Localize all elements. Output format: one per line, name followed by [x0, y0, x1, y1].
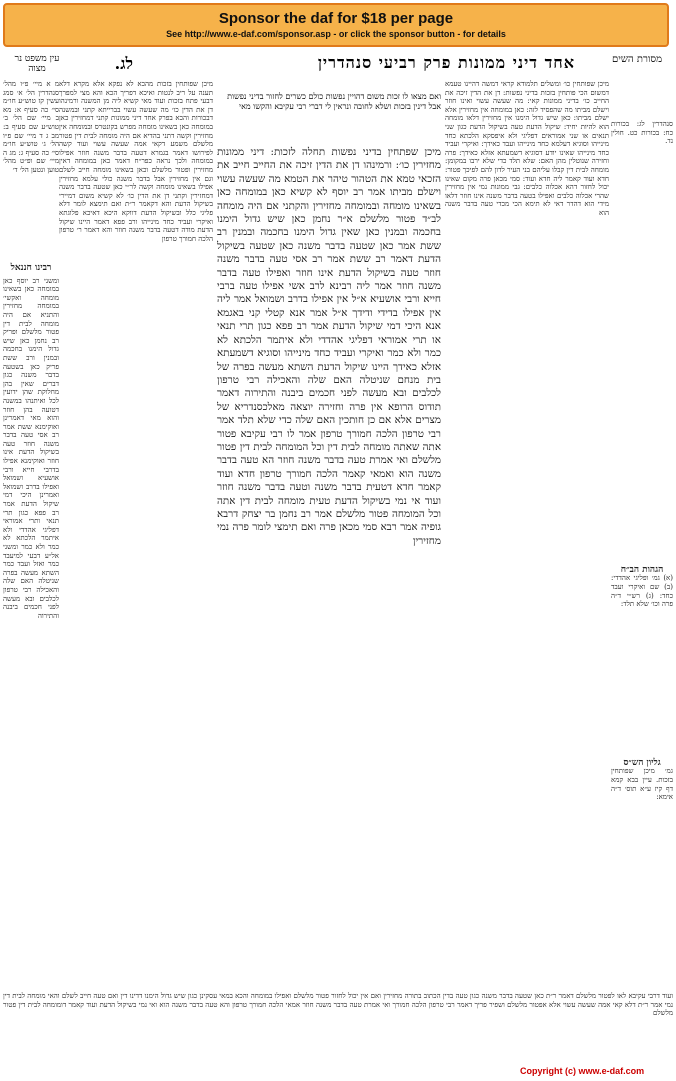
banner-title[interactable]: Sponsor the daf for $18 per page: [218, 10, 454, 27]
tractate-title: אחד דיני ממונות פרק רביעי סנהדרין: [317, 53, 575, 72]
talmud-page: [3, 52, 673, 1060]
masoret-column: [611, 80, 673, 990]
gemara-main-text: מיכן שפתחין בדיני נפשות תחלה לזכות: דיני ממונות מחזירין כו׳: ורמינהו דן את הדין זיכה את החייב חייב את הזכאי טמא את הטהור טיהר את הטמא מה שעשה עשוי וישלם מביתו אמר רב יוסף לא קשיא כאן במומחה כאן בשאינו מומחה ובמומחה מחזירין והקתני אם היה מומחה לב״ד פטור מלשלם א״ר נחמן כאן שיש גדול הימנו בחכמה ובמנין כאן שאין גדול הימנו בחכמה ובמנין רב ששת אמר כאן שטעה בדבר משנה כאן שטעה בשיקול הדעת דאמר רב ששת אמר רב אסי טעה בדבר משנה חוזר טעה בשיקול הדעת אינו חוזר ואפילו טעה בדבר משנה חוזר אמר ליה רבינא לרב אשי אפילו טעה ברבי חייא ורבי אושעיא א״ל אין אפילו בדרב ושמואל אמר ליה אין אפילו בדידי ודידך א״ל אמר אנא קטלי קני באגמא אנא היכי דמי שיקול הדעת אמר רב פפא כגון תרי תנאי או תרי אמוראי דפליגי אהדדי ולא איתמר הלכתא לא כמר ולא כמר ואיקרי ועביד כחד מינייהו וסוגיא דשמעתא אזלא כאידך היינו שיקול הדעת השתא מעשה בפרה של בית מנחם שניטלה האם שלה והאכילה רבי טרפון לכלבים ובא מעשה לפני חכמים ביבנה והתירוה דאמר תודוס הרופא אין פרה וחזירה יוצאה מאלכסנדריא של מצרים אלא אם כן חותכין האם שלה כדי שלא תלד אמר רבי טרפון הלכה חמורך טרפון אמר לו רבי עקיבא פטור אתה שאתה מומחה לבית דין וכל המומחה לבית דין פטור מלשלם ואי אמרת טעה בדבר משנה חוזר הא טעה בדבר משנה הוא ואמאי קאמר הלכה חמורך טרפון חדא ועוד קאמר חדא דטעית בדבר משנה וטעה בדבר משנה חוזר ועוד אי נמי בשיקול הדעת טעית מומחה לבית דין אתה וכל המומחה פטור מלשלם אמר רב נחמן בר יצחק דרבא גופיה אמר רבא סמי מכאן פרה ואם תימצי לומר פרה נמי מחזירין: [217, 146, 441, 547]
copyright-notice[interactable]: Copyright (c) www.e-daf.com: [520, 1066, 645, 1076]
masoret-hashas-label: מסורת השים: [611, 54, 663, 65]
rashi-column: מיכן שפותחין כו׳ ומשלים תלמודא קראי דמשה דהיינו טעמא דמשום הכי פותחין בזכות בדיני נפשות: דן את הדין זיכה את החייב כו׳ בדיני ממונות קאי: מה שעשה עשוי ואינו חוזר וישלם מביתו מה שהפסיד לזה: כאן במומחה אין מחזירין אלא ישלם מביתו: כאן שיש גדול הימנו אין מחזירין דלאו מומחה הוא להיות יחיד: שיקול הדעת טעה בשיקול הדעת כגון שני תנאים או שני אמוראים דפליגי ולא איפסקא הלכתא כחד מינייהו וסוגיא דעלמא כחד מינייהו ועבד כאידך: ואיקרי ועביד כחד מינייהו שאינו יודע דסוגיא דשמעתא אזלא כאידך: פרה וחזירה שנוטלין מהן האם: שלא תלד כדי שלא ירבו במקומן: מומחה לבית דין קבלו עליהם בני העיר לדון להם לפיכך פטור: חדא ועוד קאמר ליה חדא ועוד: סמי מכאן פרה מקום שאינו יכול לחזור דהא אכלוה כלבים: גבי ממונות נמי אין מחזירין שהרי אכלוה כלבים ואפילו בטעה בדבר משנה אינו חוזר דלאו מידי הוא דהדר דאי לא תימא הכי מכדי טעה בדבר משנה הוא: [445, 80, 609, 217]
rabbeinu-chananel-title: רבינו חננאל: [10, 263, 52, 273]
folio-number: לג.: [114, 54, 133, 73]
gilyon-text: גמ׳ מיכן שפותחין בזכות. עיין בבא קמא דף קיז ע״א תוס׳ ד״ה אימא:: [611, 767, 673, 802]
hagahot-text: (א) גמ׳ ופליגי אהדדי: (ב) שם ואיקרי ועבד כחד: (ג) רש״י ד״ה פרה וכו׳ שלא תלד:: [611, 574, 673, 609]
bottom-commentary-strip: ועוד דרבי עקיבא לאו לפטור מלשלם דאמר ר״ת כאן שטעה בדבר משנה כגון טעה בדין הכתוב בתורה מחזירין ואם אין יכול לחזור פטור מלשלם ואפילו במומחה והכא במאי עסקינן כגון שיש גדול הימנו דדינו דין ואם טעה חייב לשלם והאי מומחה לבית דין נמי אמר ר״ת דלא קאי אמה שעשה עשוי אלא אפטור מלשלם ושפיר פריך דאמר רבי טרפון הלכה חמורך ואי אמרת טעה בדבר משנה חוזר אמאי הלכה חמורך טרפון והא טעה בדבר משנה הוא ואי נמי בשיקול הדעת ועוד קאמר דומומחה לבית דין פטור מלשלם: [3, 992, 673, 1018]
rabbeinu-chananel-text: ומשני רב יוסף כאן במומחה כאן בשאינו מומחה ואקשי׳ במומחה מחזירין והתניא אם היה מומחה לבית דין פטור מלשלם ופריק רב נחמן כאן שיש גדול הימנו בחכמה ובמנין ורב ששת פריק כאן בשטעה בדבר משנה כגון דברים שאין בהן מחלוקת שהן ידועין לכל ואיתנהו במשנה דטועה בהן חוזר והוא מאי דאמרינן ואוקימנא ששת אמר רב אסי טעה בדבר משנה חוזר טעה בשיקול הדעת אינו חוזר ואוקימנא אפילו בדרבי חייא ורבי אושעיא ושמואל ואפילו בדרב ושמואל ואמרינן היכי דמי שיקול הדעת אמר רב פפא כגון תרי תנאי ותרי אמוראי דפליגי אהדדי ולא איתמר הלכתא לא כמר ולא כמר ומשני אל״ע דבעי למיעבד כמר ואזל ועבד כמר השתא מעשה בפרה שניטלה האם שלה והאכילה רבי טרפון לכלבים ובא מעשה לפני חכמים ביבנה והתירוה: [3, 276, 59, 620]
tosafot-column: מיכן שפותחין בזכות מהכא לא נפקא אלא מקרא דלא תענה על ריב לנטות ואיכא דפריך הכא והא מצי למפרך דבעי פתח בזכות ועוד מאי קשיא ליה מן המשנה ורמינהו דן את הדין כו׳ מה שעשה עשוי בברייתא קתני ובמשנה דבכורות והכא בפרק אחד דיני ממונות קתני דמחזירין כאן במומחה כאן בשאינו מומחה מפרש בקונטרס ובמומחה אין מחזירין וקשה דתני בהדיא אם היה מומחה לבית דין פטור מלשלם משמע דקאי אמה שעשה עשוי ועוד קשה לפירושו דאמר בגמרא דטעה בדבר משנה חוזר אפילו במומחה ולכך נראה כפר״ח דאמר כאן במומחה דאין מחזירין ופטור מלשלם וכאן בשאינו מומחה חייב לשלם וגם אין מחזירין אבל בדבר משנה כולי עלמא מחזירין אפילו בשאינו מומחה וקשה לר״י כאן שטעה בדבר משנה דמחזירין וקתני דן את הדין כו׳ לא קשיא משום דמיירי בשיקול הדעת והא דקאמר ר״ת ואם תימצא לומר דלא פליגי כלל ובשיקול הדעת דווקא היכא דאיכא פלוגתא ואיקרי ועביד כחד מינייהו ורב פפא דאמר היינו שיקול הדעת מודה דטעה בדבר משנה חוזר והא דאמר ר׳ טרפון הלכה חמורך טרפון: [59, 80, 213, 243]
left-margin-column: [3, 80, 59, 990]
page-header: [3, 52, 673, 78]
ein-mishpat-text: מ א מיי׳ פ״ו מהל׳ סנהדרין הל׳ א׳ סמג עשין קז טוש״ע חו״מ סי׳ כה סעיף א: מא ב מיי׳ שם הל׳ ב׳ טוש״ע שם סעיף ב: מב ג ד מיי׳ שם פ״ו הל׳ ג׳ טוש״ע חו״מ סי׳ כה סעיף ג: מג ה מיי׳ שם ופ״ט מהל׳ טוען ונטען הל׳ ד׳: [3, 80, 59, 174]
masoret-notes: סנהדרין לג: בכורות כח: בכורות כט. חולין נד.: [611, 120, 673, 146]
banner-subtitle[interactable]: See http://www.e-daf.com/sponsor.asp - or click the sponsor button - for details: [166, 29, 506, 39]
hagahot-title: הגהות הב״ח: [620, 564, 664, 575]
ein-mishpat-label: עין משפט נר מצוה: [14, 54, 60, 74]
gilyon-title: גליון הש״ס: [623, 757, 661, 768]
mishna-box: ואם מצאו לו זכות משום דהויין נפשות כולם כשרים לחזור בדיני נפשות אבל דינין בזכות ושלא לחובה ונראין לי דברי רבי עקיבא והקשו מאי: [227, 92, 441, 111]
sponsor-banner[interactable]: [3, 3, 669, 47]
